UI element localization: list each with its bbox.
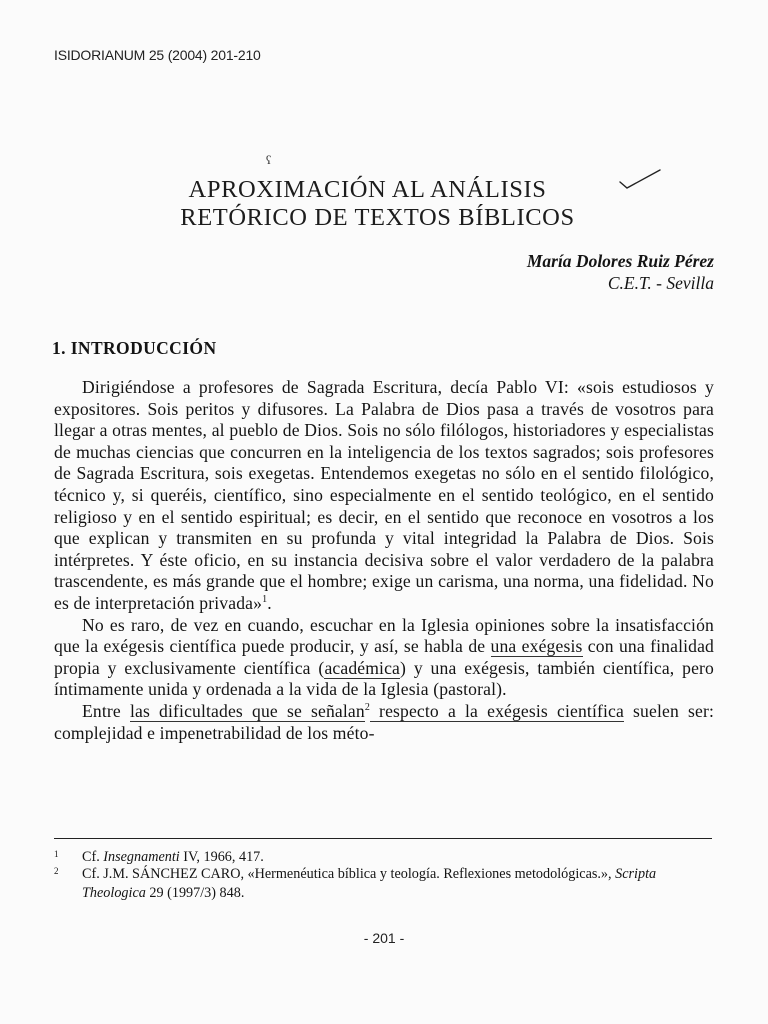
paragraph-1-text: Dirigiéndose a profesores de Sagrada Escritura, decía Pablo VI: «sois estudiosos y expositores. Sois peritos y difusores. La Palabra de Dios pasa a través de vosotros para llegar a otras mentes, al pueblo de Dios. Sois no sólo filólogos, historiadores y especialistas de muchas ciencias que concurren en la inteligencia de los textos sagrados; sois profesores de Sagrada Escritura, sois exegetas. Entendemos exegetas no sólo en el sentido filológico, técnico y, si queréis, científico, sino especialmente en el sentido teológico, en el sentido religioso y en el sentido espiritual; es decir, en el sentido que reconoce en vosotros a los que explican y transmiten en su profunda y vital integridad la Palabra de Dios. Sois intérpretes. Y éste oficio, en su instancia decisiva sobre el valor verdadero de la palabra trascendente, es más grande que el hombre; exige un carisma, una norma, una fidelidad. No es de interpretación privada» [54,377,714,613]
footnote-italic-title: Insegnamenti [103,849,180,865]
paragraph-2-text-a: No es raro, de vez en cuando, escuchar en la Iglesia opiniones sobre la insatisfacción que la exégesis científica puede producir, y así, se habla de [54,614,714,657]
author-affiliation: C.E.T. - Sevilla [607,273,714,293]
footnote-text: Cf. Insegnamenti IV, 1966, 417. [82,849,264,865]
title-line-2: RETÓRICO DE TEXTOS BÍBLICOS [180,204,575,231]
underlined-phrase: una exégesis [490,636,583,657]
paragraph-3-text-b: suelen ser: complejidad e impenetrabilidad de los méto- [54,700,714,743]
footnote-ref-1[interactable]: 1 [262,594,268,606]
author-name: María Dolores Ruiz Pérez [526,251,714,271]
handwritten-check-mark-icon [618,168,662,192]
title-line-1: APROXIMACIÓN AL ANÁLISIS [188,176,547,203]
body-text [54,377,714,744]
paragraph-2-text-c: ) y una exégesis, también científica, pero íntimamente unida y ordenada a la vida de la Iglesia (pastoral). [54,657,714,700]
paragraph-2-text-b: con una finalidad propia y exclusivamente científica ( [54,636,714,678]
stray-mark: ʕ [266,153,272,167]
page-number: - 201 - [363,930,405,946]
journal-reference: ISIDORIANUM 25 (2004) 201-210 [54,47,261,63]
footnote-ref-2[interactable]: 2 [364,702,370,714]
footnote-2 [54,865,714,903]
footnote-number: 1 [54,849,59,859]
paragraph-2 [54,615,714,701]
footnote-number: 2 [54,866,59,876]
underlined-phrase: académica [324,657,401,678]
paragraph-1-end: . [267,592,272,613]
footnote-italic-title: Scripta Theologica [82,866,657,901]
underlined-phrase: respecto a la exégesis científica [369,700,624,721]
paragraph-3 [54,701,714,744]
paragraph-1 [54,377,714,615]
underlined-phrase: las dificultades que se señalan [129,700,365,721]
section-heading: 1. INTRODUCCIÓN [52,338,217,358]
paragraph-3-text-a: Entre [82,700,130,721]
footnote-text: Cf. J.M. SÁNCHEZ CARO, «Hermenéutica bíblica y teología. Reflexiones metodológicas.», Scripta Theologica 29 (1997/3) 848. [82,866,657,901]
footnote-divider [54,838,712,839]
